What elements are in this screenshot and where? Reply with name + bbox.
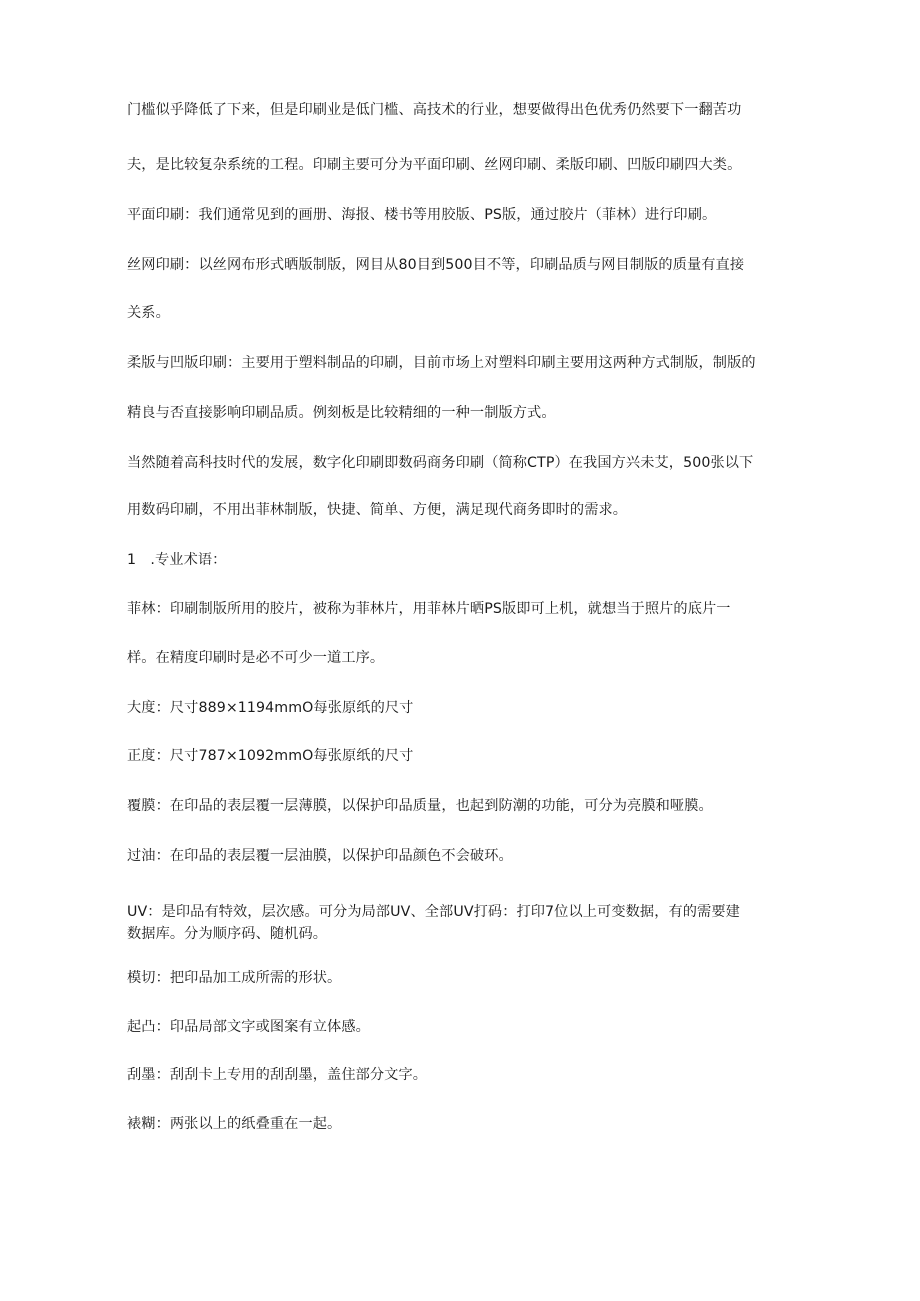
section-heading: 1 .专业术语： xyxy=(127,552,227,568)
text-line: 过油：在印品的表层覆一层油膜，以保护印品颜色不会破环。 xyxy=(127,848,513,864)
text-line: 样。在精度印刷时是必不可少一道工序。 xyxy=(127,650,385,666)
text-line: 精良与否直接影响印刷品质。例刻板是比较精细的一种一制版方式。 xyxy=(127,405,556,421)
text-line: 丝网印刷：以丝网布形式晒版制版，网目从80目到500目不等，印刷品质与网目制版的质量有直接 xyxy=(127,257,745,273)
text-line: 覆膜：在印品的表层覆一层薄膜，以保护印品质量，也起到防潮的功能，可分为亮膜和哑膜。 xyxy=(127,798,713,814)
text-line: 当然随着高科技时代的发展，数字化印刷即数码商务印刷（简称CTP）在我国方兴未艾，500张以下 xyxy=(127,455,754,471)
text-line: 模切：把印品加工成所需的形状。 xyxy=(127,970,342,986)
text-line: 大度：尺寸889×1194mmO每张原纸的尺寸 xyxy=(127,700,414,716)
text-line: 裱糊：两张以上的纸叠重在一起。 xyxy=(127,1116,342,1132)
text-line: 关系。 xyxy=(127,305,170,321)
text-line: 平面印刷：我们通常见到的画册、海报、楼书等用胶版、PS版，通过胶片（菲林）进行印刷。 xyxy=(127,207,717,223)
text-line: 起凸：印品局部文字或图案有立体感。 xyxy=(127,1019,370,1035)
text-line: UV：是印品有特效，层次感。可分为局部UV、全部UV打码：打印7位以上可变数据，有的需要建 xyxy=(127,904,740,920)
text-line: 数据库。分为顺序码、随机码。 xyxy=(127,926,328,942)
text-line: 菲林：印刷制版所用的胶片，被称为菲林片，用菲林片晒PS版即可上机，就想当于照片的底片一 xyxy=(127,601,731,617)
text-line: 门槛似乎降低了下来，但是印刷业是低门槛、高技术的行业，想要做得出色优秀仍然要下一翻苦功 xyxy=(127,102,742,118)
text-line: 柔版与凹版印刷：主要用于塑料制品的印刷，目前市场上对塑料印刷主要用这两种方式制版，制版的 xyxy=(127,355,756,371)
text-line: 用数码印刷，不用出菲林制版，快捷、简单、方便，满足现代商务即时的需求。 xyxy=(127,502,628,518)
text-line: 刮墨：刮刮卡上专用的刮刮墨，盖住部分文字。 xyxy=(127,1067,428,1083)
text-line: 夫，是比较复杂系统的工程。印刷主要可分为平面印刷、丝网印刷、柔版印刷、凹版印刷四大类。 xyxy=(127,157,742,173)
text-line: 正度：尺寸787×1092mmO每张原纸的尺寸 xyxy=(127,748,414,764)
